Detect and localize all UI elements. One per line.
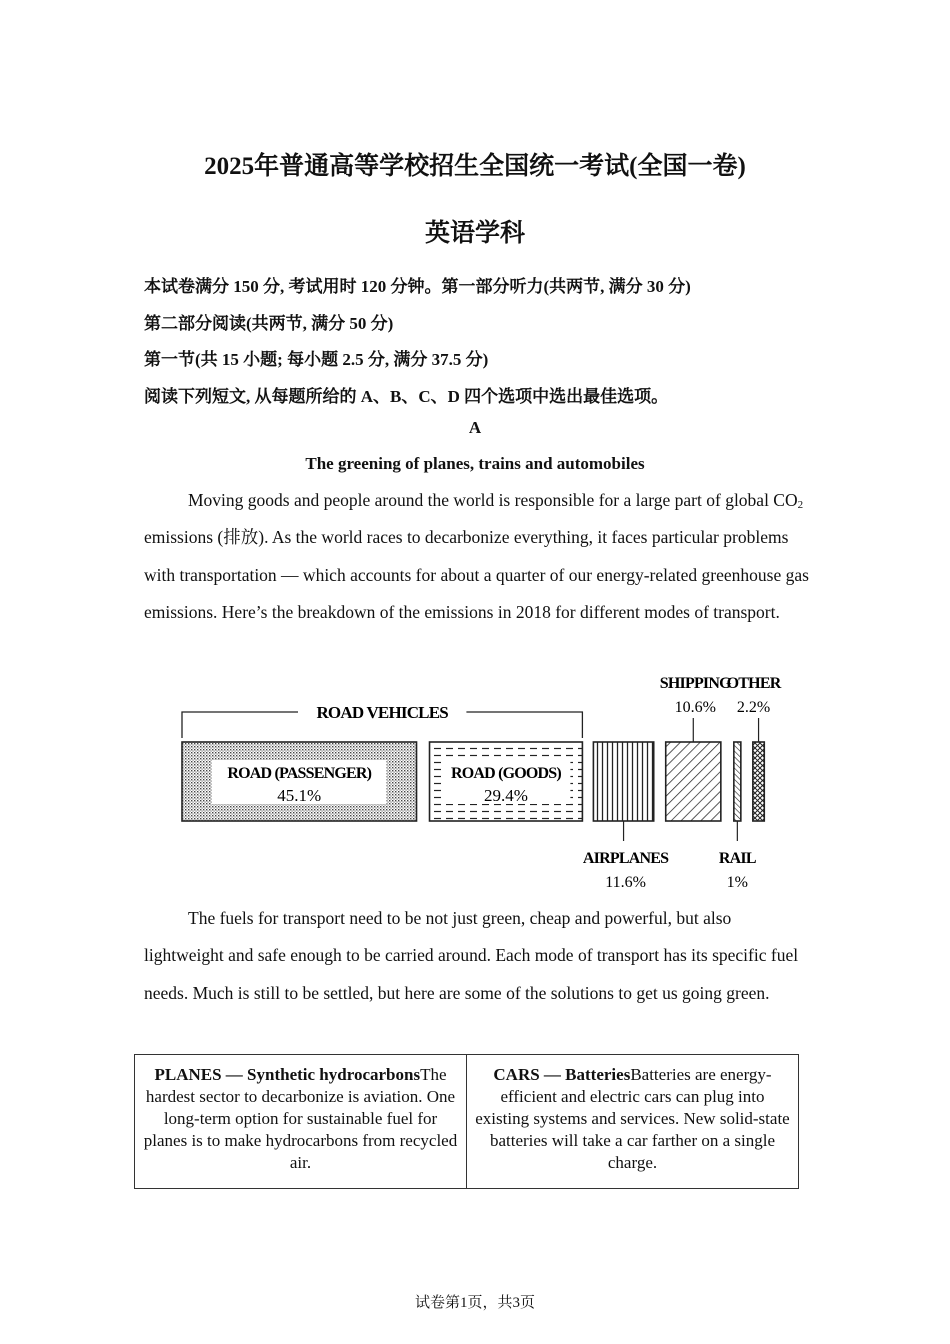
group-label-road-vehicles: ROAD VEHICLES [316, 703, 448, 722]
bar-category-label: ROAD (GOODS) [450, 765, 561, 782]
solution-cell-planes [135, 1055, 467, 1189]
paragraph-text: Moving goods and people around the world is responsible for a large part of global CO [188, 490, 798, 510]
bar-value-label: 11.6% [605, 874, 646, 891]
solutions-table [134, 1054, 799, 1189]
solution-cell-cars [467, 1055, 799, 1189]
bar-category-label: ROAD (PASSENGER) [227, 765, 372, 782]
solution-text: Batteries are energy-efficient and electric cars can plug into existing systems and services. New solid-state batteries will take a car farther on a single charge. [475, 1065, 790, 1172]
bar-other [753, 742, 764, 821]
bar-value-label: 45.1% [277, 786, 322, 805]
solution-text: The hardest sector to decarbonize is aviation. One long-term option for sustainable fuel for planes is to make hydrocarbons from recycled air. [143, 1065, 458, 1172]
bar-airplanes [593, 742, 653, 821]
solution-heading: PLANES — Synthetic hydrocarbons [154, 1065, 421, 1084]
instruction-line: 第二部分阅读(共两节, 满分 50 分) [144, 314, 394, 333]
paragraph-text: emissions (排放). As the world races to decarbonize everything, it faces particular problems with transportation — which accounts for about a quarter of our energy-related greenhouse gas emissions. Here’s the breakdown of the emissions in 2018 for different modes of transport. [144, 527, 809, 622]
bar-category-label: RAIL [718, 850, 756, 867]
page-title: 2025年普通高等学校招生全国统一考试(全国一卷) [204, 153, 746, 180]
subject-title: 英语学科 [424, 220, 525, 247]
passage-paragraph-1 [144, 482, 812, 631]
passage-letter: A [468, 418, 482, 437]
bar-value-label: 10.6% [674, 699, 716, 716]
page-footer: 试卷第1页，共3页 [414, 1295, 535, 1311]
instruction-line: 本试卷满分 150 分, 考试用时 120 分钟。第一部分听力(共两节, 满分 30 分) [144, 277, 691, 296]
bar-value-label: 2.2% [736, 699, 771, 716]
bar-category-label: AIRPLANES [582, 850, 669, 867]
subscript-2: 2 [797, 499, 804, 511]
instruction-line: 阅读下列短文, 从每题所给的 A、B、C、D 四个选项中选出最佳选项。 [144, 387, 669, 406]
article-title: The greening of planes, trains and automobiles [305, 454, 645, 473]
bar-category-label: OTHER [726, 675, 781, 692]
solution-heading: CARS — Batteries [493, 1065, 631, 1084]
bar-category-label: SHIPPING [659, 675, 731, 692]
bar-value-label: 1% [726, 874, 749, 891]
table-row [135, 1055, 799, 1189]
bar-rail [734, 742, 741, 821]
instruction-line: 第一节(共 15 小题; 每小题 2.5 分, 满分 37.5 分) [144, 350, 489, 369]
emissions-diagram [170, 668, 810, 898]
bar-shipping [666, 742, 721, 821]
passage-paragraph-2: The fuels for transport need to be not just green, cheap and powerful, but also lightweight and safe enough to be carried around. Each mode of transport has its specific fuel needs. Much is still to be settled, but here are some of the solutions to get us going green. [144, 908, 799, 1003]
bar-value-label: 29.4% [483, 786, 528, 805]
